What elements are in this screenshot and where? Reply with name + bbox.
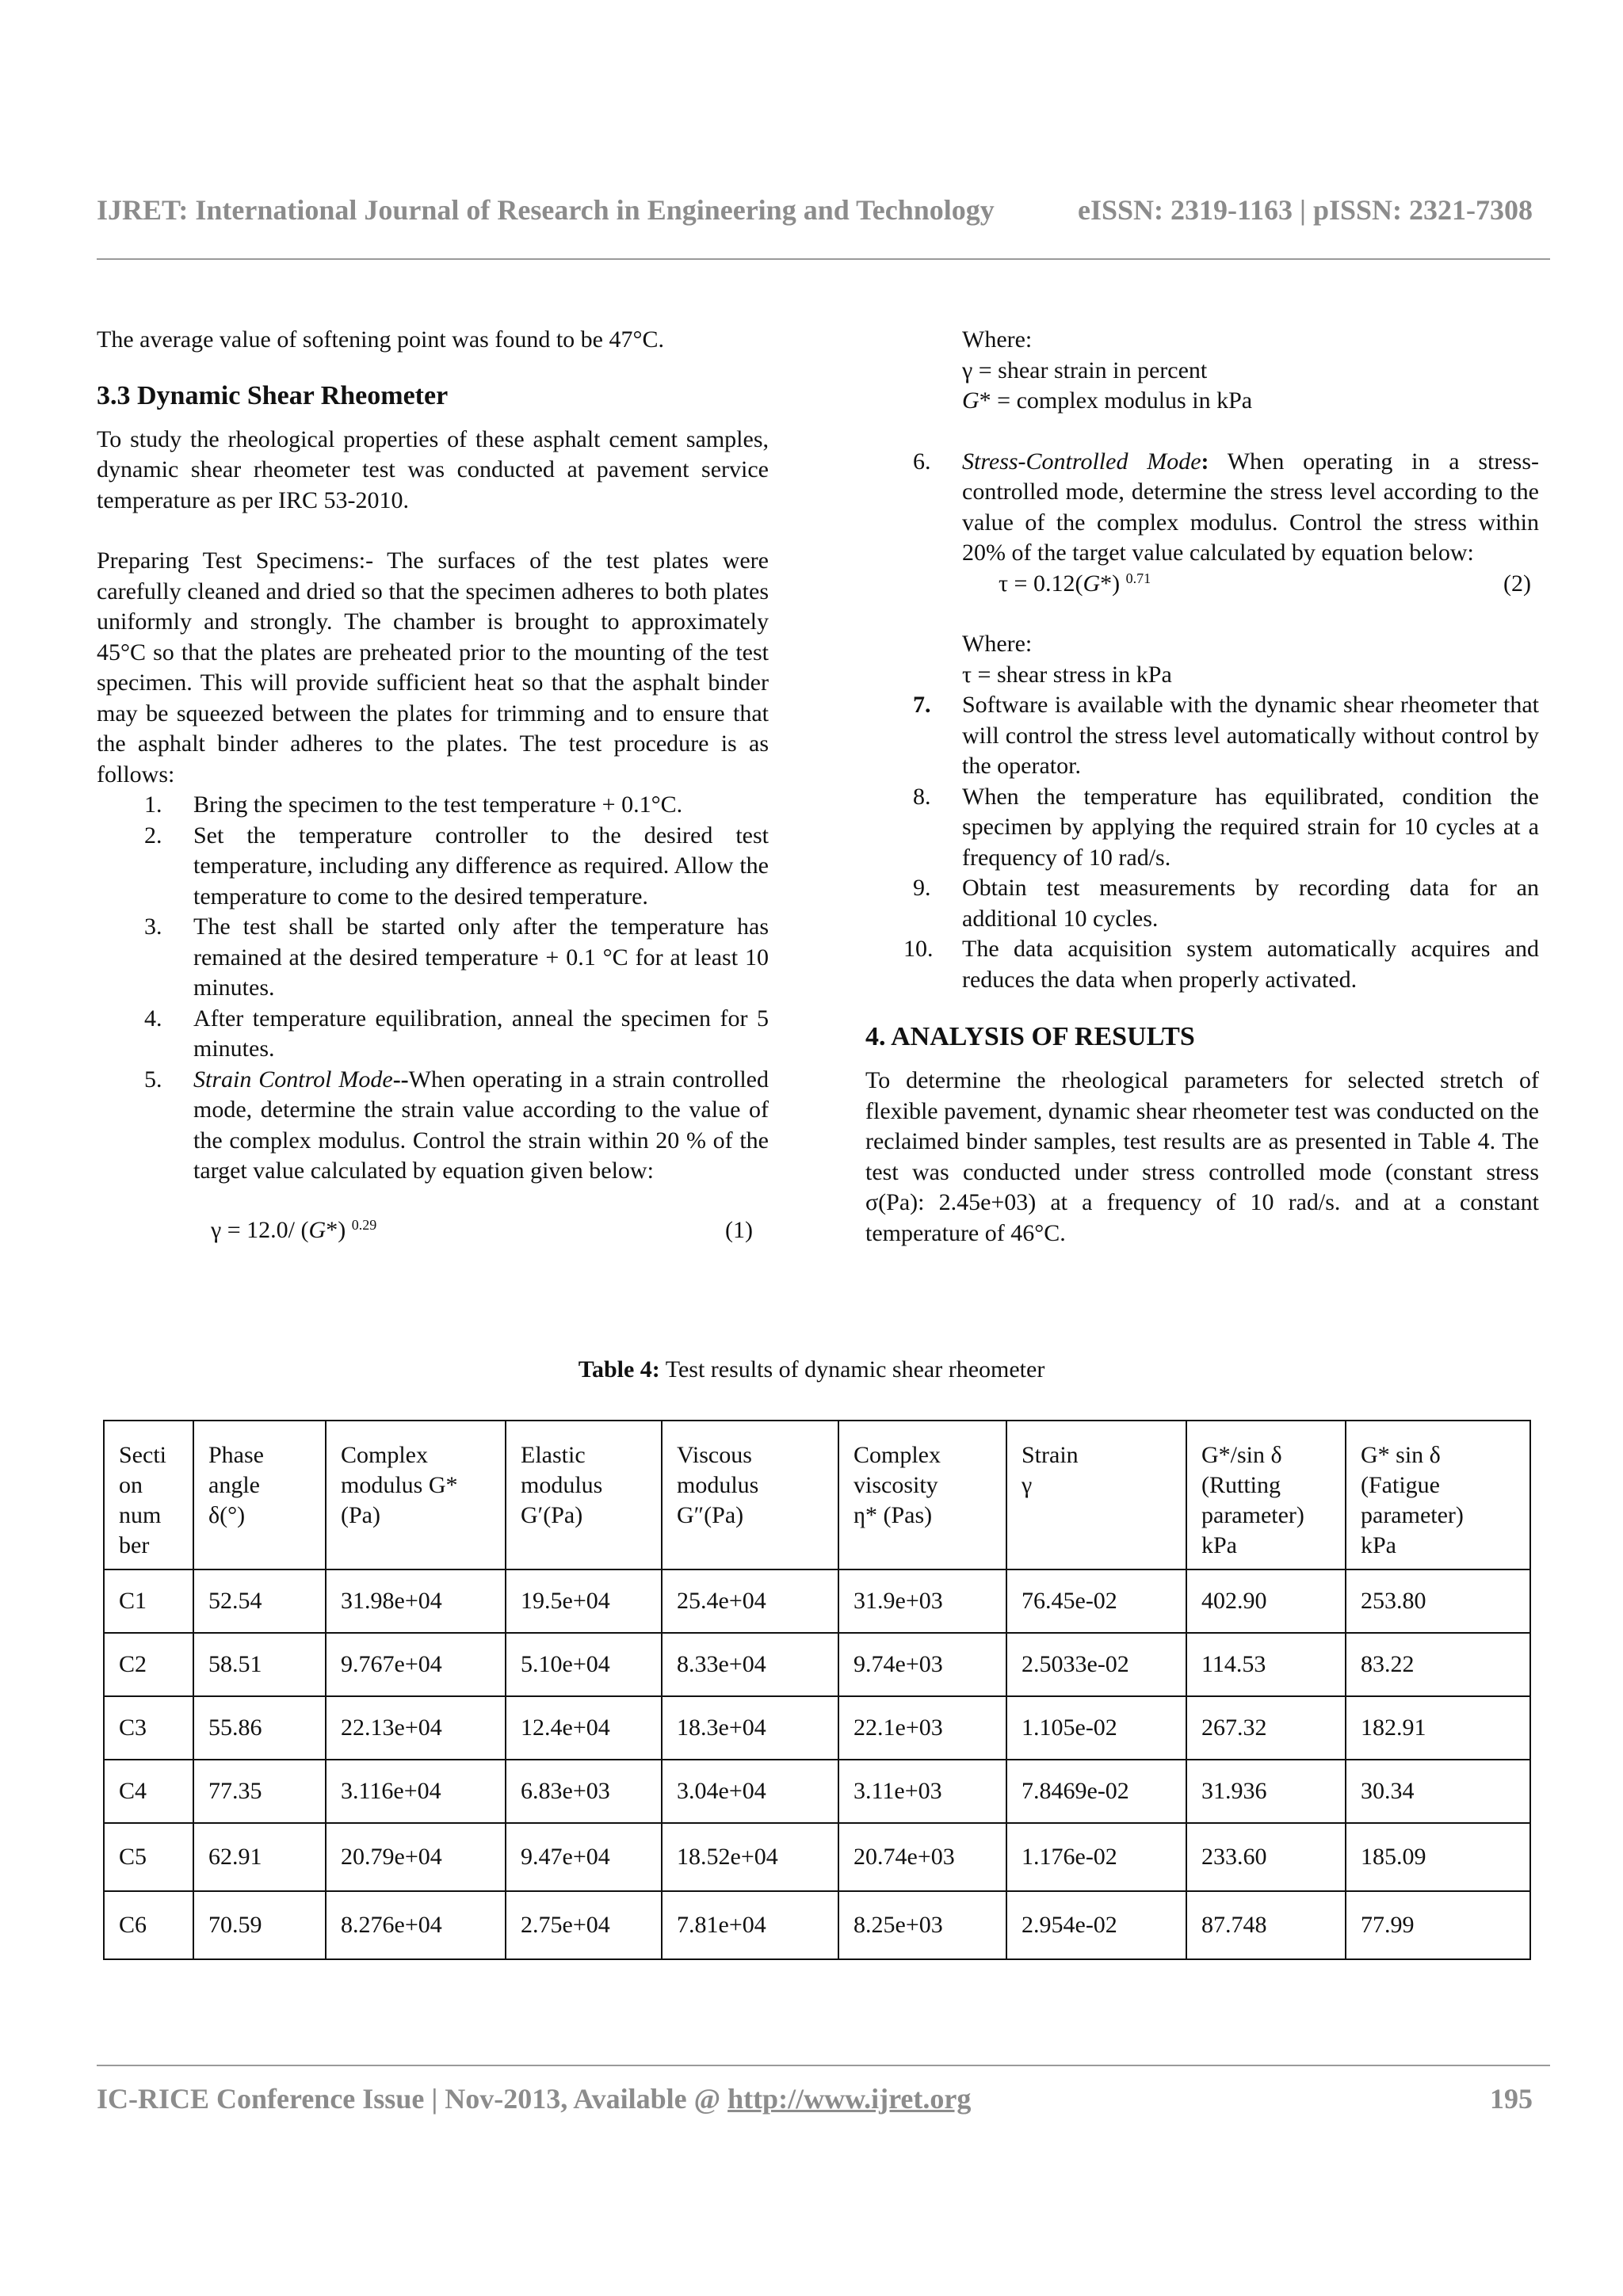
equation-number: (1) bbox=[725, 1216, 753, 1243]
section-4-heading: 4. ANALYSIS OF RESULTS bbox=[865, 1022, 1195, 1051]
list-item: 4. After temperature equilibration, anneal the specimen for 5 minutes. bbox=[144, 1005, 769, 1062]
running-footer bbox=[97, 2082, 1533, 2115]
table-cell: 2.954e-02 bbox=[1006, 1891, 1186, 1959]
table-cell: 58.51 bbox=[193, 1633, 326, 1696]
intro-paragraph: To study the rheological properties of these asphalt cement samples, dynamic shear rheometer test was conducted at pavement service temperature as per IRC 53-2010. bbox=[97, 425, 769, 513]
table-cell: 253.80 bbox=[1346, 1569, 1530, 1633]
table-cell: 9.74e+03 bbox=[838, 1633, 1006, 1696]
list-item: 1. Bring the specimen to the test temperature + 0.1°C. bbox=[144, 791, 683, 818]
table-cell: 233.60 bbox=[1186, 1823, 1346, 1891]
table-cell: 402.90 bbox=[1186, 1569, 1346, 1633]
table-cell: 31.936 bbox=[1186, 1760, 1346, 1823]
table-cell: 31.98e+04 bbox=[326, 1569, 506, 1633]
list-item-stress-control: 6. Stress-Controlled Mode: When operating in a stress-controlled mode, determine the stress level according to the value of the complex modulus. Control the stress within 20% of the target value calculated by equation below: bbox=[913, 448, 1540, 566]
table-cell: 182.91 bbox=[1346, 1696, 1530, 1760]
table-cell: 7.8469e-02 bbox=[1006, 1760, 1186, 1823]
table-header-cell: Viscous modulus G″(Pa) bbox=[662, 1421, 838, 1569]
analysis-paragraph: To determine the rheological parameters for selected stretch of flexible pavement, dynamic shear rheometer test was conducted on the reclaimed binder samples, test results are as presented in Table 4. The test was conducted under stress controlled mode (constant stress σ(Pa): 2.45e+03) at a frequency of 10 rad/s. and at a constant temperature of 46°C. bbox=[865, 1067, 1539, 1246]
table-cell: 19.5e+04 bbox=[506, 1569, 662, 1633]
table-cell: 20.79e+04 bbox=[326, 1823, 506, 1891]
table-cell: 267.32 bbox=[1186, 1696, 1346, 1760]
table-cell: 3.11e+03 bbox=[838, 1760, 1006, 1823]
procedure-list-continued-2 bbox=[865, 690, 1539, 995]
page-number: 195 bbox=[1490, 2083, 1533, 2115]
issn-info: eISSN: 2319-1163 | pISSN: 2321-7308 bbox=[1078, 194, 1533, 226]
where-block-2: Where: τ = shear stress in kPa bbox=[962, 631, 1172, 688]
table-cell: C5 bbox=[104, 1823, 193, 1891]
list-item-strain-control: 5. Strain Control Mode--When operating in a strain controlled mode, determine the strain value according to the value of the complex modulus. Control the strain within 20 % of the target value calculated by equation given below: bbox=[144, 1066, 769, 1184]
equation-2: τ = 0.12(G*) $^{0.71}$ (2) bbox=[865, 569, 1539, 600]
table-cell: C2 bbox=[104, 1633, 193, 1696]
table-header-cell: Elastic modulus G′(Pa) bbox=[506, 1421, 662, 1569]
table-cell: 77.35 bbox=[193, 1760, 326, 1823]
header-rule bbox=[97, 258, 1550, 260]
list-item: 7. Software is available with the dynamic shear rheometer that will control the stress level automatically without control by the operator. bbox=[913, 692, 1539, 779]
table-cell: 31.9e+03 bbox=[838, 1569, 1006, 1633]
table-cell: 9.767e+04 bbox=[326, 1633, 506, 1696]
table-cell: 7.81e+04 bbox=[662, 1891, 838, 1959]
table-header-cell: Phase angle δ(°) bbox=[193, 1421, 326, 1569]
table-cell: 25.4e+04 bbox=[662, 1569, 838, 1633]
journal-link[interactable]: http://www.ijret.org bbox=[727, 2083, 972, 2115]
table-cell: 55.86 bbox=[193, 1696, 326, 1760]
table-caption: Table 4: Test results of dynamic shear rheometer bbox=[578, 1356, 1045, 1383]
table-header-row bbox=[104, 1421, 1530, 1569]
table-cell: 185.09 bbox=[1346, 1823, 1530, 1891]
table-row bbox=[104, 1760, 1530, 1823]
table-header-cell: Complex viscosity ƞ* (Pas) bbox=[838, 1421, 1006, 1569]
table-cell: 83.22 bbox=[1346, 1633, 1530, 1696]
table-row bbox=[104, 1696, 1530, 1760]
footer-rule bbox=[97, 2065, 1550, 2066]
table-cell: 8.276e+04 bbox=[326, 1891, 506, 1959]
table-cell: 2.5033e-02 bbox=[1006, 1633, 1186, 1696]
table-row bbox=[104, 1891, 1530, 1959]
right-column bbox=[865, 325, 1539, 1249]
section-3-3-heading: 3.3 Dynamic Shear Rheometer bbox=[97, 380, 449, 410]
table-row bbox=[104, 1633, 1530, 1696]
table-cell: C3 bbox=[104, 1696, 193, 1760]
procedure-list bbox=[97, 790, 769, 1187]
table-cell: 77.99 bbox=[1346, 1891, 1530, 1959]
table-cell: 30.34 bbox=[1346, 1760, 1530, 1823]
list-item: 10. The data acquisition system automatically acquires and reduces the data when properly activated. bbox=[903, 936, 1539, 993]
table-header-cell: Strain γ bbox=[1006, 1421, 1186, 1569]
table-cell: C6 bbox=[104, 1891, 193, 1959]
equation-number: (2) bbox=[1503, 570, 1531, 597]
running-header bbox=[97, 193, 1533, 227]
table-cell: 70.59 bbox=[193, 1891, 326, 1959]
list-item: 2. Set the temperature controller to the desired test temperature, including any difference as required. Allow the temperature to come to the desired temperature. bbox=[144, 822, 769, 910]
table-cell: 1.105e-02 bbox=[1006, 1696, 1186, 1760]
table-cell: C1 bbox=[104, 1569, 193, 1633]
table-body bbox=[104, 1421, 1530, 1959]
table-cell: 8.25e+03 bbox=[838, 1891, 1006, 1959]
where-block-1: Where: γ = shear strain in percent G* = complex modulus in kPa bbox=[962, 326, 1253, 414]
left-column bbox=[97, 325, 769, 1245]
table-cell: 9.47e+04 bbox=[506, 1823, 662, 1891]
table-header-cell: G* sin δ (Fatigue parameter) kPa bbox=[1346, 1421, 1530, 1569]
table-cell: 8.33e+04 bbox=[662, 1633, 838, 1696]
table-cell: 3.04e+04 bbox=[662, 1760, 838, 1823]
list-item: 9. Obtain test measurements by recording data for an additional 10 cycles. bbox=[913, 875, 1539, 932]
table-header-cell: Complex modulus G* (Pa) bbox=[326, 1421, 506, 1569]
table-row bbox=[104, 1823, 1530, 1891]
table-cell: 62.91 bbox=[193, 1823, 326, 1891]
table-cell: C4 bbox=[104, 1760, 193, 1823]
table-header-cell: Secti on num ber bbox=[104, 1421, 193, 1569]
table-cell: 22.13e+04 bbox=[326, 1696, 506, 1760]
journal-title: IJRET: International Journal of Research in Engineering and Technology bbox=[97, 194, 995, 226]
equation-1: γ = 12.0/ (G*) $^{0.29}$ (1) bbox=[97, 1215, 769, 1246]
table-cell: 20.74e+03 bbox=[838, 1823, 1006, 1891]
table-cell: 22.1e+03 bbox=[838, 1696, 1006, 1760]
table-cell: 5.10e+04 bbox=[506, 1633, 662, 1696]
table-cell: 1.176e-02 bbox=[1006, 1823, 1186, 1891]
table-cell: 52.54 bbox=[193, 1569, 326, 1633]
table-header-cell: G*/sin δ (Rutting parameter) kPa bbox=[1186, 1421, 1346, 1569]
table-cell: 18.3e+04 bbox=[662, 1696, 838, 1760]
list-item: 8. When the temperature has equilibrated, condition the specimen by applying the required strain for 10 cycles at a frequency of 10 rad/s. bbox=[913, 783, 1539, 871]
table-cell: 2.75e+04 bbox=[506, 1891, 662, 1959]
softening-point-text: The average value of softening point was found to be 47°C. bbox=[97, 326, 664, 353]
results-table bbox=[103, 1420, 1531, 1960]
preparing-paragraph: Preparing Test Specimens:- The surfaces of the test plates were carefully cleaned and dried so that the specimen adheres to both plates uniformly and strongly. The chamber is brought to approximately 45°C so that the plates are preheated prior to the mounting of the test specimen. This will provide sufficient heat so that the asphalt binder may be squeezed between the plates for trimming and to ensure that the asphalt binder adheres to the plates. The test procedure is as follows: bbox=[97, 547, 769, 788]
table-cell: 6.83e+03 bbox=[506, 1760, 662, 1823]
table-cell: 76.45e-02 bbox=[1006, 1569, 1186, 1633]
conference-info: IC-RICE Conference Issue | Nov-2013, Available @ bbox=[97, 2083, 728, 2115]
table-cell: 3.116e+04 bbox=[326, 1760, 506, 1823]
table-cell: 87.748 bbox=[1186, 1891, 1346, 1959]
table-cell: 114.53 bbox=[1186, 1633, 1346, 1696]
procedure-list-continued bbox=[865, 447, 1539, 569]
list-item: 3. The test shall be started only after the temperature has remained at the desired temperature + 0.1 °C for at least 10 minutes. bbox=[144, 913, 769, 1001]
table-row bbox=[104, 1569, 1530, 1633]
table-cell: 18.52e+04 bbox=[662, 1823, 838, 1891]
table-cell: 12.4e+04 bbox=[506, 1696, 662, 1760]
